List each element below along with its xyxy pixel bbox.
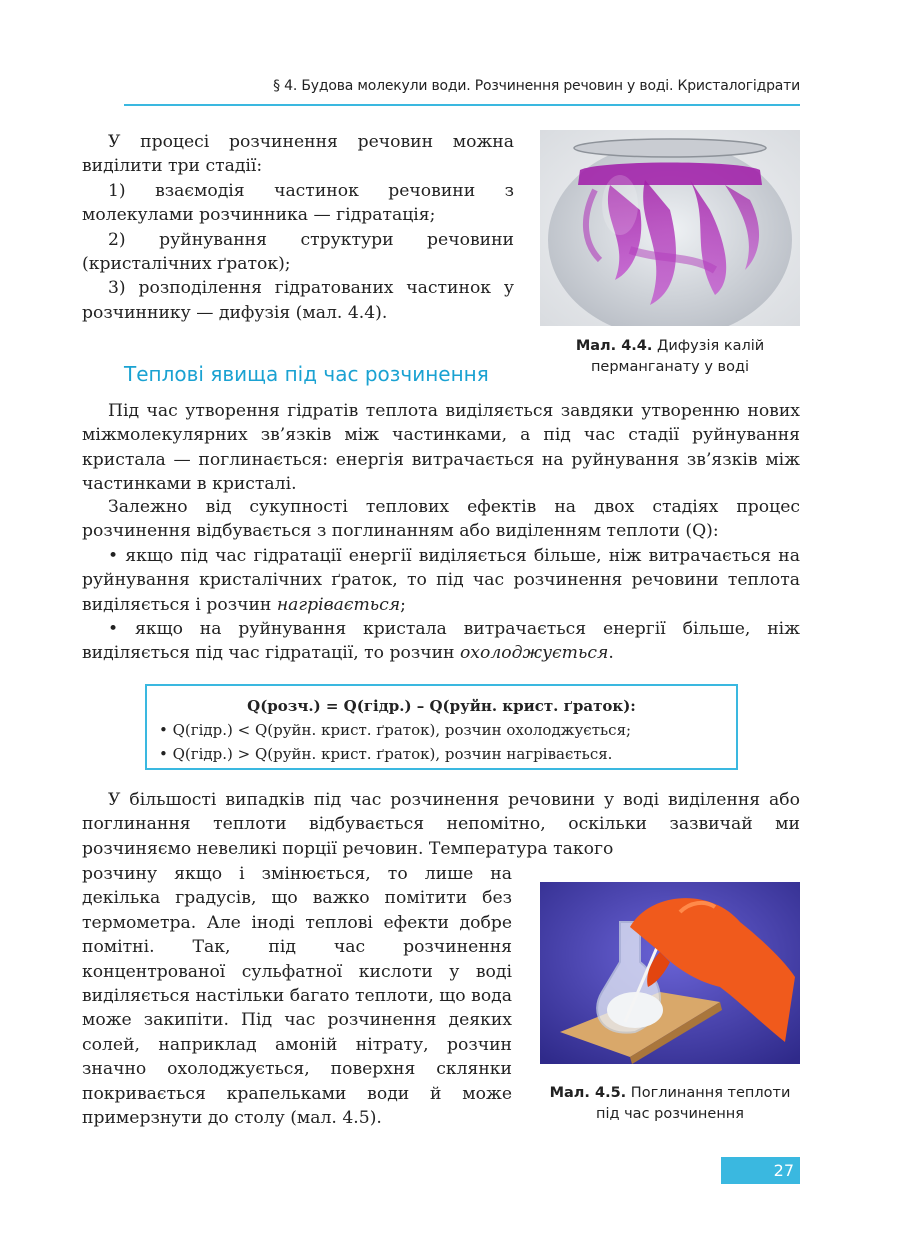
intro-item: 3) розподілення гідратованих частинок у розчиннику — дифузія (мал. 4.4). [82,278,514,323]
page-number: 27 [721,1157,800,1184]
figure-4-5-caption: Мал. 4.5. Поглинання теплоти під час розчинення [549,1085,791,1122]
header-rule [124,104,800,106]
paragraph-examples: розчину якщо і змінюється, то лише на декілька градусів, що важко помітити без термометра. Але іноді теплові ефекти добре помітні. Так, під час розчинення концентрованої сульфатної кислоти у воді виділяється настільки багато теплоти, що вода може закипіти. Під час розчинення деяких солей, наприклад амоній нітрату, розчин значно охолоджується, поверхня склянки покривається крапельками води й може примерзнути до столу (мал. 4.5). [82,864,512,1129]
intro-item: 1) взаємодія частинок речовини з молекулами розчинника — гідратація; [82,180,514,226]
section-heading: Теплові явища під час розчинення [124,362,489,386]
intro-line: У процесі розчинення речовин можна виділити три стадії: [82,132,514,177]
list-item: • якщо під час гідратації енергії виділяється більше, ніж витрачається на руйнування кристалічних ґраток, то під час розчинення речовини теплота виділяється і розчин нагрівається; [82,545,800,615]
intro-item: 2) руйнування структури речовини (кристалічних ґраток); [82,229,514,275]
formula-line: • Q(гідр.) > Q(руйн. крист. ґраток), розчин нагрівається. [159,745,613,763]
figure-4-5-image [540,882,800,1064]
paragraph-temperature: У більшості випадків під час розчинення речовини у воді виділення або поглинання теплоти відбувається непомітно, оскільки зазвичай ми розчиняємо невеликі порції речовин. Температура такого [82,790,800,859]
running-header: § 4. Будова молекули води. Розчинення речовин у воді. Кристалогідрати [273,78,800,94]
list-item: • якщо на руйнування кристала витрачається енергії більше, ніж виділяється під час гідратації, то розчин охолоджується. [82,619,800,664]
figure-4-4-caption: Мал. 4.4. Дифузія калій перманганату у воді [575,338,765,375]
paragraph-heat-effects: Залежно від сукупності теплових ефектів на двох стадіях процес розчинення відбувається з поглинанням або виділенням теплоти (Q): • якщо під час гідратації енергії виділяється більше, ніж витрачається на руйнування кристалічних ґраток, то під час розчинення речовини теплота виділяється і розчин нагрівається; • якщо на руйнування кристала витрачається енергії більше, ніж виділяється під час гідратації, то розчин охолоджується. [82,495,800,666]
formula-title: Q(розч.) = Q(гідр.) – Q(руйн. крист. ґраток): [247,697,636,715]
formula-line: • Q(гідр.) < Q(руйн. крист. ґраток), розчин охолоджується; [159,721,632,739]
formula-box [145,684,738,770]
intro-list [82,130,514,325]
figure-4-4-image [540,130,800,326]
paragraph-hydration: Під час утворення гідратів теплота виділяється завдяки утворенню нових міжмолекулярних зв’язків між частинками, а під час стадії руйнування кристала — поглинається: енергія витрачається на руйнування зв’язків між частинками в кристалі. [82,401,800,495]
